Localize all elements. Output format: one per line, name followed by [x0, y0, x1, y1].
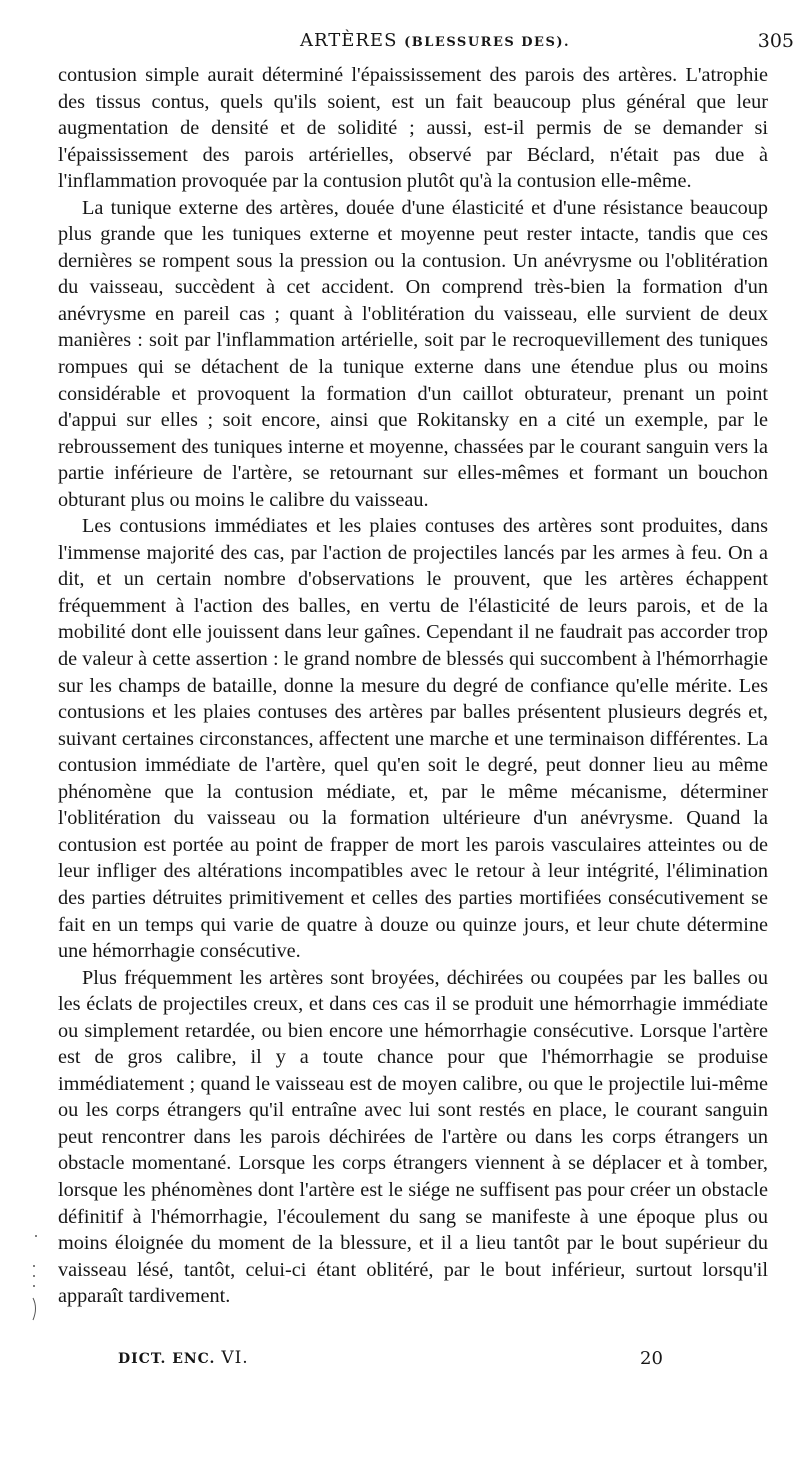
running-head-subtitle: (BLESSURES DES).: [404, 35, 571, 50]
article-body: [58, 62, 768, 1310]
running-head: [300, 30, 570, 51]
paragraph-3: Les contusions immédiates et les plaies contuses des artères sont produites, dans l'immense majorité des cas, par l'action de projectiles lancés par les armes à feu. On a dit, et un certain nombre d'observations le prouvent, que les artères échappent fréquemment à l'action des balles, en vertu de l'élasticité de leurs parois, et de la mobilité dont elle jouissent dans leur gaînes. Cependant il ne faudrait pas accorder trop de valeur à cette assertion : le grand nombre de blessés qui succombent à l'hémorrhagie sur les champs de bataille, donne la mesure du degré de confiance qu'elle mérite. Les contusions et les plaies contuses des artères par balles présentent plusieurs degrés et, suivant certaines circonstances, affectent une marche et une terminaison différentes. La contusion immédiate de l'artère, quel qu'en soit le degré, peut donner lieu au même phénomène que la contusion médiate, et, par le même mécanisme, déterminer l'oblitération du vaisseau ou la formation ultérieure d'un anévrysme. Quand la contusion est portée au point de frapper de mort les parois vasculaires atteintes ou de leur infliger des altérations incompatibles avec le retour à leur intégrité, l'élimination des parties détruites primitivement et celles des parties mortifiées consécutivement se fait en un temps qui varie de quatre à douze ou quinze jours, et leur chute détermine une hémorrhagie consécutive.: [58, 515, 768, 963]
footer-reference: [118, 1348, 249, 1368]
footer-label: DICT. ENC.: [118, 1351, 216, 1367]
paragraph-2: La tunique externe des artères, douée d'une élasticité et d'une résistance beaucoup plus grande que les tuniques externe et moyenne peut rester intacte, tandis que ces dernières se rompent sous la pression ou la contusion. Un anévrysme ou l'oblitération du vaisseau, succèdent à cet accident. On comprend très-bien la formation d'un anévrysme en pareil cas ; quant à l'oblitération du vaisseau, elle survient de deux manières : soit par l'inflammation artérielle, soit par le recroquevillement des tuniques rompues qui se détachent de la tunique externe dans une étendue plus ou moins considérable et provoquent la formation d'un caillot obturateur, prenant un point d'appui sur elles ; soit encore, ainsi que Rokitansky en a cité un exemple, par le rebroussement des tuniques interne et moyenne, chassées par le courant sanguin vers la partie inférieure de l'artère, se retournant sur elles-mêmes et formant un bouchon obturant plus ou moins le calibre du vaisseau.: [58, 196, 768, 511]
margin-dots-icon: [30, 1230, 40, 1330]
margin-marks: [30, 1230, 40, 1330]
footer-volume: VI.: [221, 1348, 249, 1368]
paragraph-4: Plus fréquemment les artères sont broyées, déchirées ou coupées par les balles ou les éclats de projectiles creux, et dans ces cas il se produit une hémorrhagie immédiate ou simplement retardée, ou bien encore une hémorrhagie consécutive. Lorsque l'artère est de gros calibre, il y a toute chance pour que l'hémorrhagie se produise immédiatement ; quand le vaisseau est de moyen calibre, ou que le projectile lui-même ou les corps étrangers qu'il entraîne avec lui sont restés en place, le courant sanguin peut rencontrer dans les parois déchirées de l'artère ou dans les corps étrangers un obstacle momentané. Lorsque les corps étrangers viennent à se déplacer et à tomber, lorsque les phénomènes dont l'artère est le siége ne suffisent pas pour créer un obstacle définitif à l'hémorrhagie, l'écoulement du sang se manifeste à une époque plus ou moins éloignée du moment de la blessure, et il a lieu tantôt par le bout supérieur du vaisseau lésé, tantôt, celui-ci étant oblitéré, par le bout inférieur, surtout lorsqu'il apparaît tardivement.: [58, 966, 768, 1308]
paragraph-1: contusion simple aurait déterminé l'épaississement des parois des artères. L'atrophie des tissus contus, quels qu'ils soient, est un fait beaucoup plus général que leur augmentation de densité et de solidité ; aussi, est-il permis de se demander si l'épaississement des parois artérielles, observé par Béclard, n'était pas due à l'inflammation provoquée par la contusion plutôt qu'à la contusion elle-même.: [58, 64, 768, 193]
signature-mark: 20: [640, 1348, 663, 1369]
running-head-title: ARTÈRES: [300, 30, 398, 51]
page-number: 305: [757, 30, 794, 52]
